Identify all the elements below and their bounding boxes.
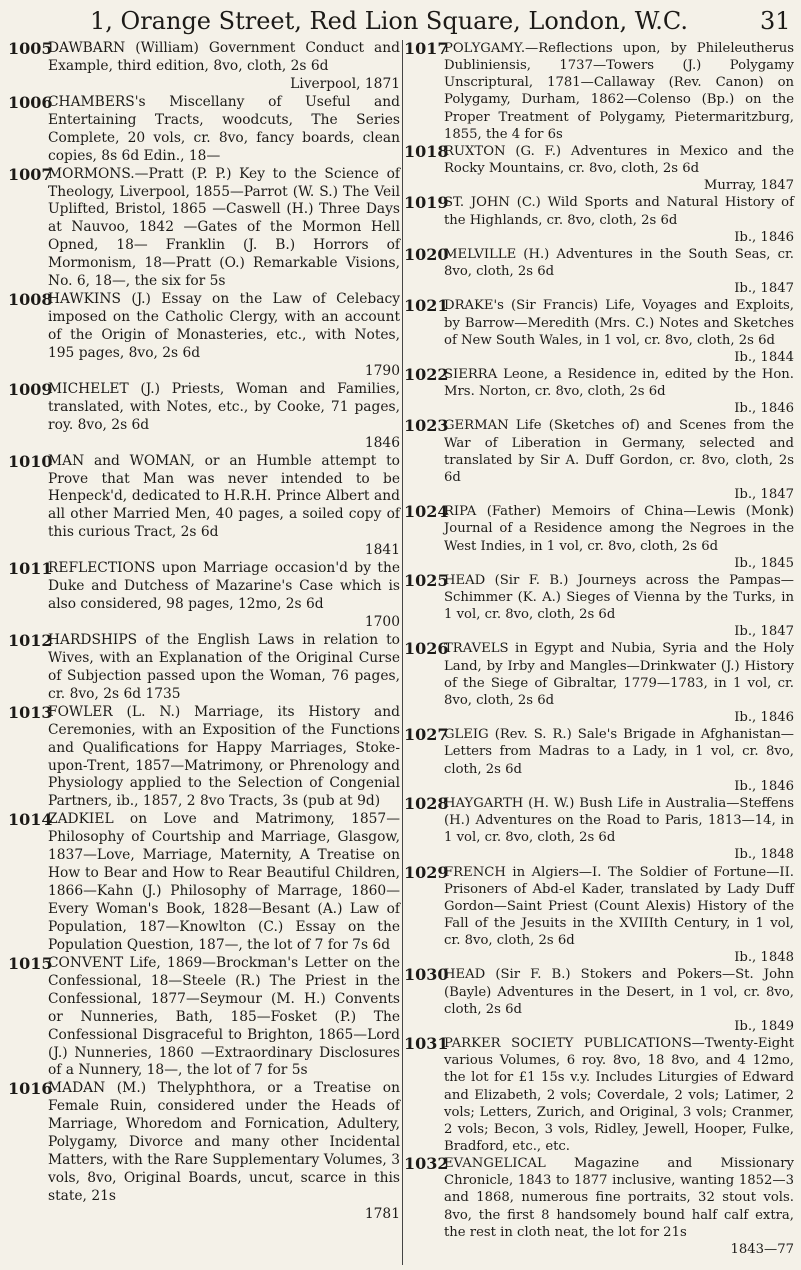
catalog-entry	[8, 453, 400, 561]
catalog-entry	[404, 795, 794, 864]
entry-text: FRENCH in Algiers—I. The Soldier of Fortune—II. Prisoners of Abd-el Kader, translated by Lady Duff Gordon—Saint Priest (Count Alexis) History of the Fall of the Jesuits in the XVIIIth Century, in 1 vol, cr. 8vo, cloth, 2s 6d	[444, 864, 794, 949]
entry-text: GLEIG (Rev. S. R.) Sale's Brigade in Afghanistan—Letters from Madras to a Lady, in 1 vol, cr. 8vo, cloth, 2s 6d	[444, 727, 794, 777]
entry-text: DAWBARN (William) Government Conduct and Example, third edition, 8vo, cloth, 2s 6d	[48, 40, 400, 74]
catalog-entry	[404, 726, 794, 795]
entry-text: MORMONS.—Pratt (P. P.) Key to the Science of Theology, Liverpool, 1855—Parrot (W. S.) The Veil Uplifted, Bristol, 1865 —Caswell (H.) Three Days at Nauvoo, 1842 —Gates of the Mormon Hell Opned, 18— Franklin (J. B.) Horrors of Mormonism, 18—Pratt (O.) Remarkable Visions, No. 6, 18—, the six for 5s	[48, 165, 400, 290]
catalog-entry	[8, 1080, 400, 1224]
entry-imprint: 1790	[364, 362, 400, 379]
entry-number: 1012	[8, 630, 53, 650]
entry-imprint: Ib., 1847	[734, 281, 794, 297]
entry-number: 1005	[8, 39, 53, 58]
entry-imprint: Ib., 1844	[734, 349, 794, 365]
entry-imprint: Ib., 1848	[734, 950, 794, 966]
catalog-entry	[404, 640, 794, 726]
catalog-entry	[404, 572, 794, 641]
entry-text: CONVENT Life, 1869—Brockman's Letter on the Confessional, 18—Steele (R.) The Priest in the Confessional, 1877—Seymour (M. H.) Convents or Nunneries, Bath, 185—Fosket (P.) The Confessional Disgraceful to Brighton, 1865—Lord (J.) Nunneries, 1860 —Extraordinary Disclosures of a Nunnery, 18—, the lot of 7 for 5s	[48, 954, 400, 1079]
entry-text: HEAD (Sir F. B.) Journeys across the Pampas—Schimmer (K. A.) Sieges of Vienna by the Turks, in 1 vol, cr. 8vo, cloth, 2s 6d	[444, 572, 794, 623]
entry-imprint: 1700	[364, 614, 400, 630]
entry-imprint: 1781	[364, 1205, 400, 1222]
entry-text: HAYGARTH (H. W.) Bush Life in Australia—Steffens (H.) Adventures on the Road to Paris, 1813—14, in 1 vol, cr. 8vo, cloth, 2s 6d	[444, 795, 794, 846]
entry-number: 1009	[8, 379, 53, 399]
catalog-entry	[8, 632, 400, 704]
entry-text: MAN and WOMAN, or an Humble attempt to Prove that Man was never intended to be Henpeck'd, dedicated to H.R.H. Prince Albert and all other Married Men, 40 pages, a soiled copy of this curious Tract, 2s 6d	[48, 452, 400, 541]
entry-imprint: Ib., 1845	[734, 555, 794, 571]
entry-number: 1028	[404, 793, 449, 813]
entry-text: REFLECTIONS upon Marriage occasion'd by the Duke and Dutchess of Mazarine's Case which is also considered, 98 pages, 12mo, 2s 6d	[48, 560, 400, 613]
entry-number: 1007	[8, 164, 53, 184]
entry-number: 1032	[404, 1154, 449, 1174]
entry-imprint: Ib., 1846	[734, 229, 794, 245]
entry-number: 1027	[404, 725, 449, 745]
entry-number: 1030	[404, 965, 449, 985]
catalog-entry	[8, 560, 400, 632]
entry-text: EVANGELICAL Magazine and Missionary Chronicle, 1843 to 1877 inclusive, wanting 1852—3 and 1868, numerous fine portraits, 32 stout vols. 8vo, the first 8 handsomely bound half calf extra, the rest in cloth neat, the lot for 21s	[444, 1156, 794, 1240]
entry-text: POLYGAMY.—Reflections upon, by Phileleutherus Dubliniensis, 1737—Towers (J.) Polygamy Unscriptural, 1781—Callaway (Rev. Canon) on Polygamy, Durham, 1862—Colenso (Bp.) on the Proper Treatment of Polygamy, Pietermaritzburg, 1855, the 4 for 6s	[444, 41, 794, 142]
entry-number: 1025	[404, 570, 449, 590]
catalog-entry	[8, 40, 400, 94]
entry-text: CHAMBERS's Miscellany of Useful and Entertaining Tracts, woodcuts, The Series Complete, 20 vols, cr. 8vo, fancy boards, clean copies, 8s 6d Edin., 18—	[48, 93, 400, 164]
catalog-entry	[8, 94, 400, 166]
entry-text: FOWLER (L. N.) Marriage, its History and Ceremonies, with an Exposition of the Functions and Qualifications for Happy Marriages, Stoke-upon-Trent, 1857—Matrimony, or Phrenology and Physiology applied to the Selection of Congenial Partners, ib., 1857, 2 8vo Tracts, 3s (pub at 9d)	[48, 703, 400, 810]
entry-text: DRAKE's (Sir Francis) Life, Voyages and Exploits, by Barrow—Meredith (Mrs. C.) Notes and Sketches of New South Wales, in 1 vol, cr. 8vo, cloth, 2s 6d	[444, 298, 794, 348]
entry-text: GERMAN Life (Sketches of) and Scenes from the War of Liberation in Germany, selected and translated by Sir A. Duff Gordon, cr. 8vo, cloth, 2s 6d	[444, 418, 794, 485]
entry-imprint: Murray, 1847	[703, 178, 794, 194]
entry-text: HEAD (Sir F. B.) Stokers and Pokers—St. John (Bayle) Adventures in the Desert, in 1 vol, cr. 8vo, cloth, 2s 6d	[444, 967, 794, 1017]
catalog-entry	[404, 503, 794, 572]
catalog-entry	[404, 143, 794, 194]
catalog-entry	[8, 166, 400, 292]
entry-imprint: Ib., 1849	[734, 1018, 794, 1034]
entry-number: 1010	[8, 451, 53, 471]
entry-number: 1008	[8, 290, 53, 310]
entry-imprint: 1841	[364, 542, 400, 559]
entry-imprint: 1846	[364, 434, 400, 451]
entry-text: RIPA (Father) Memoirs of China—Lewis (Monk) Journal of a Residence among the Negroes in the West Indies, in 1 vol, cr. 8vo, cloth, 2s 6d	[444, 504, 794, 554]
entry-number: 1013	[8, 702, 53, 722]
catalog-entry	[404, 864, 794, 967]
entry-number: 1011	[8, 559, 53, 579]
entry-text: SIERRA Leone, a Residence in, edited by the Hon. Mrs. Norton, cr. 8vo, cloth, 2s 6d	[444, 366, 794, 400]
entry-imprint: Ib., 1846	[734, 401, 794, 417]
entry-number: 1023	[404, 416, 449, 436]
entry-text: RUXTON (G. F.) Adventures in Mexico and the Rocky Mountains, cr. 8vo, cloth, 2s 6d	[444, 143, 794, 177]
entry-imprint: Ib., 1847	[734, 624, 794, 640]
entry-number: 1016	[8, 1079, 53, 1099]
entry-number: 1017	[404, 39, 449, 58]
entry-text: PARKER SOCIETY PUBLICATIONS—Twenty-Eight various Volumes, 6 roy. 8vo, 18 8vo, and 4 12mo, the lot for £1 15s v.y. Includes Liturgies of Edward and Elizabeth, 2 vols; Coverdale, 2 vols; Latimer, 2 vols; Letters, Zurich, and Original, 3 vols; Cranmer, 2 vols; Becon, 3 vols, Ridley, Jewell, Hooper, Fulke, Bradford, etc., etc.	[444, 1036, 794, 1154]
catalog-entry	[404, 194, 794, 245]
entry-number: 1021	[404, 296, 449, 316]
page-header	[0, 6, 801, 36]
catalog-entry	[404, 366, 794, 417]
entry-number: 1019	[404, 193, 449, 213]
entry-number: 1015	[8, 953, 53, 973]
entry-number: 1006	[8, 92, 53, 112]
entry-number: 1024	[404, 502, 449, 522]
catalog-entry	[404, 1155, 794, 1258]
catalog-entry	[404, 966, 794, 1035]
entry-text: HARDSHIPS of the English Laws in relation to Wives, with an Explanation of the Original Curse of Subjection passed upon the Woman, 76 pages, cr. 8vo, 2s 6d 1735	[48, 631, 400, 702]
page-number: 31	[760, 7, 791, 35]
entry-text: MELVILLE (H.) Adventures in the South Seas, cr. 8vo, cloth, 2s 6d	[444, 246, 794, 280]
catalog-entry	[8, 704, 400, 812]
entry-number: 1026	[404, 639, 449, 659]
page-header-title: 1, Orange Street, Red Lion Square, London, W.C.	[90, 7, 689, 35]
left-column	[8, 40, 400, 1224]
catalog-entry	[404, 40, 794, 143]
entry-text: ST. JOHN (C.) Wild Sports and Natural History of the Highlands, cr. 8vo, cloth, 2s 6d	[444, 195, 794, 228]
catalog-entry	[404, 297, 794, 366]
entry-text: TRAVELS in Egypt and Nubia, Syria and the Holy Land, by Irby and Mangles—Drinkwater (J.) History of the Siege of Gibraltar, 1779—1783, in 1 vol, cr. 8vo, cloth, 2s 6d	[444, 641, 794, 708]
entry-number: 1031	[404, 1034, 449, 1054]
entry-imprint: Ib., 1846	[734, 778, 794, 794]
entry-text: MICHELET (J.) Priests, Woman and Families, translated, with Notes, etc., by Cooke, 71 pages, roy. 8vo, 2s 6d	[48, 380, 400, 433]
catalog-entry	[8, 955, 400, 1081]
entry-number: 1029	[404, 862, 449, 882]
entry-number: 1020	[404, 244, 449, 264]
catalog-entry	[404, 417, 794, 503]
entry-text: ZADKIEL on Love and Matrimony, 1857—Philosophy of Courtship and Marriage, Glasgow, 1837—Love, Marriage, Maternity, A Treatise on How to Bear and How to Rear Beautiful Children, 1866—Kahn (J.) Philosophy of Marrage, 1860—Every Woman's Book, 1828—Besant (A.) Law of Population, 187—Knowlton (C.) Essay on the Population Question, 187—, the lot of 7 for 7s 6d	[48, 811, 400, 953]
catalog-entry	[8, 811, 400, 955]
entry-number: 1014	[8, 810, 53, 830]
column-divider	[402, 40, 403, 1265]
entry-text: MADAN (M.) Thelyphthora, or a Treatise on Female Ruin, considered under the Heads of Marriage, Whoredom and Fornication, Adultery, Polygamy, Divorce and many other Incidental Matters, with the Rare Supplementary Volumes, 3 vols, 8vo, Original Boards, uncut, scarce in this state, 21s	[48, 1080, 400, 1204]
entry-number: 1022	[404, 364, 449, 384]
catalog-entry	[8, 381, 400, 453]
right-column	[404, 40, 794, 1258]
catalog-entry	[404, 246, 794, 297]
catalog-entry	[404, 1035, 794, 1155]
catalog-entry	[8, 291, 400, 381]
entry-imprint: 1843—77	[730, 1241, 794, 1257]
entry-imprint: Ib., 1846	[734, 710, 794, 726]
entry-imprint: Ib., 1847	[734, 487, 794, 503]
entry-text: HAWKINS (J.) Essay on the Law of Celebacy imposed on the Catholic Clergy, with an account of the Origin of Monasteries, etc., with Notes, 195 pages, 8vo, 2s 6d	[48, 291, 400, 361]
entry-imprint: Ib., 1848	[734, 847, 794, 863]
entry-imprint: Liverpool, 1871	[290, 75, 400, 92]
entry-number: 1018	[404, 141, 449, 161]
